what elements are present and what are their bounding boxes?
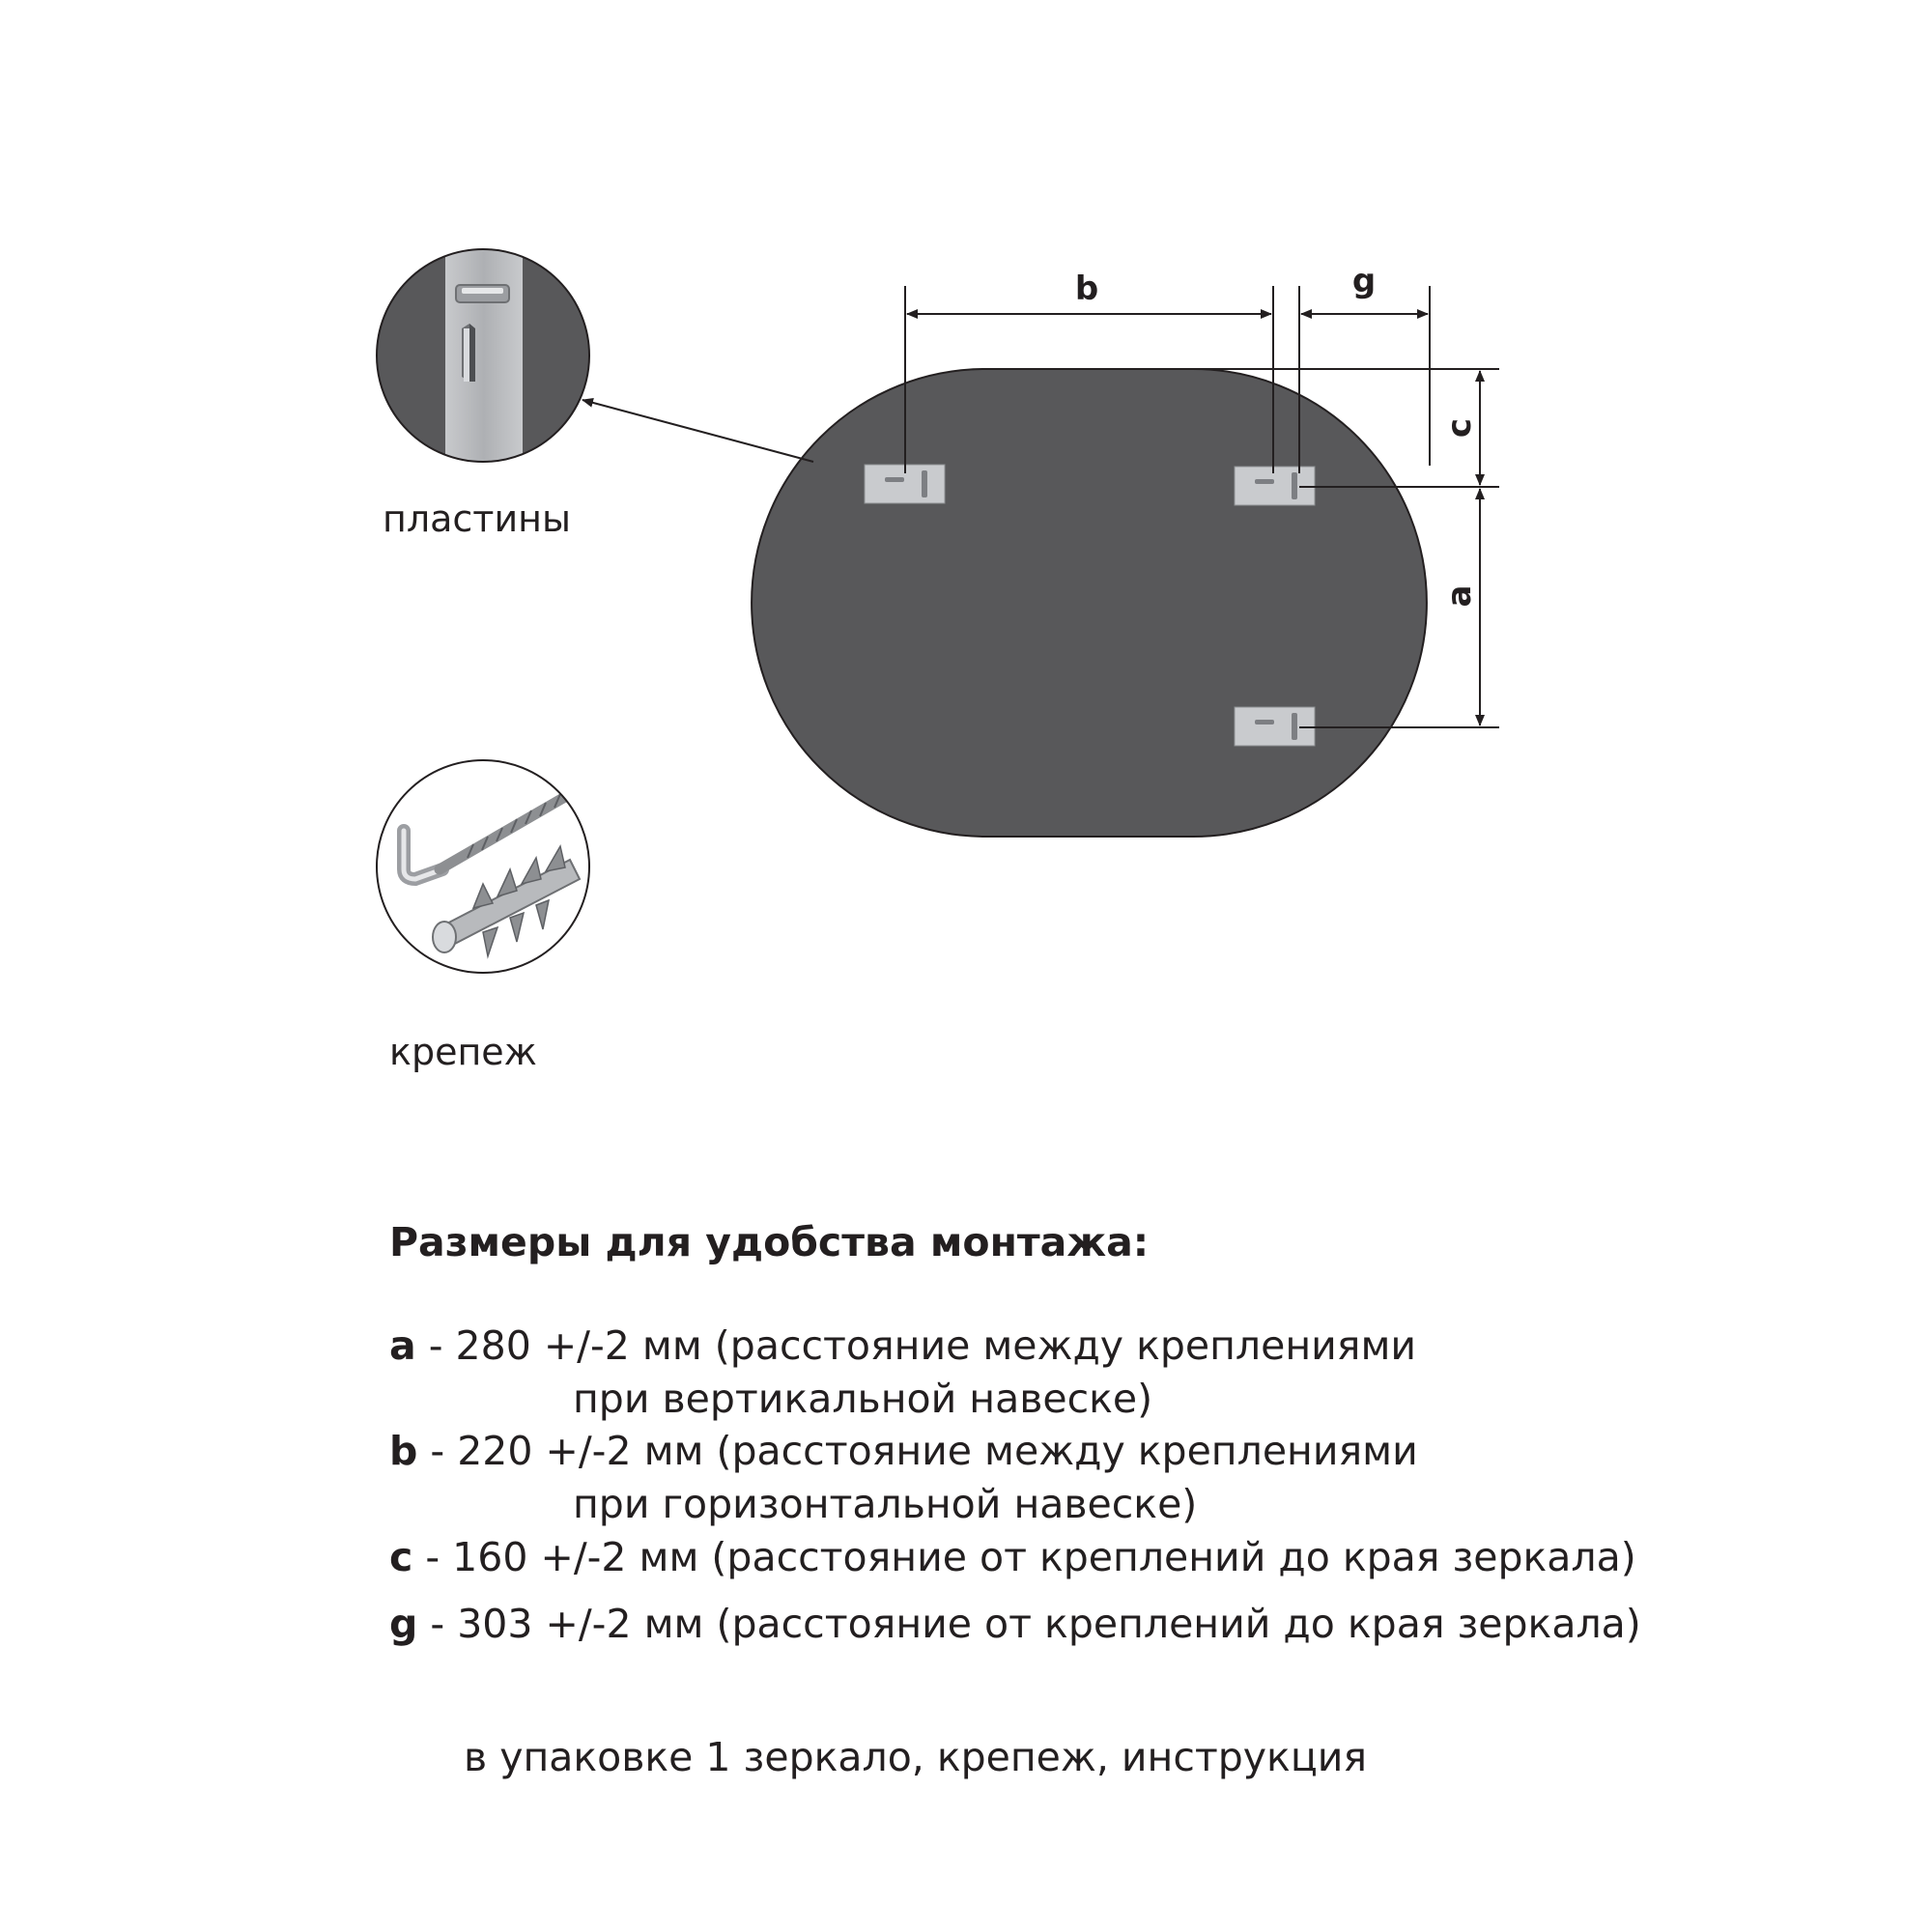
spec-text-g: - 303 +/-2 мм (расстояние от креплений до края зеркала) [417,1601,1641,1647]
spec-line-b-continued: при горизонтальной навеске) [573,1481,1198,1527]
spec-line-a-continued: при вертикальной навеске) [573,1376,1153,1422]
specs-heading: Размеры для удобства монтажа: [389,1219,1150,1265]
fasteners-detail-image [377,760,589,973]
spec-key-c: c [389,1534,413,1580]
spec-line-g [389,1601,1641,1647]
spec-line-b [389,1428,1418,1474]
mirror-shape [752,369,1427,837]
detail-pointer-arrow [582,400,813,462]
spec-text-c: - 160 +/-2 мм (расстояние от креплений до края зеркала) [412,1534,1636,1580]
plates-detail-image [377,249,589,462]
caption-plates: пластины [383,497,571,540]
package-contents-note: в упаковке 1 зеркало, крепеж, инструкция [464,1734,1368,1780]
caption-fasteners: крепеж [389,1031,537,1073]
spec-key-g: g [389,1601,418,1647]
dimension-label-a: a [1440,584,1479,608]
spec-line-a [389,1322,1416,1369]
spec-text-a: - 280 +/-2 мм (расстояние между креплениями [415,1322,1417,1369]
spec-key-a: a [389,1322,416,1369]
dimension-label-b: b [1074,270,1099,308]
spec-line-c [389,1534,1636,1580]
spec-text-b: - 220 +/-2 мм (расстояние между креплениями [417,1428,1418,1474]
spec-key-b: b [389,1428,418,1474]
dimension-label-c: c [1440,417,1479,439]
dimension-label-g: g [1351,262,1377,300]
